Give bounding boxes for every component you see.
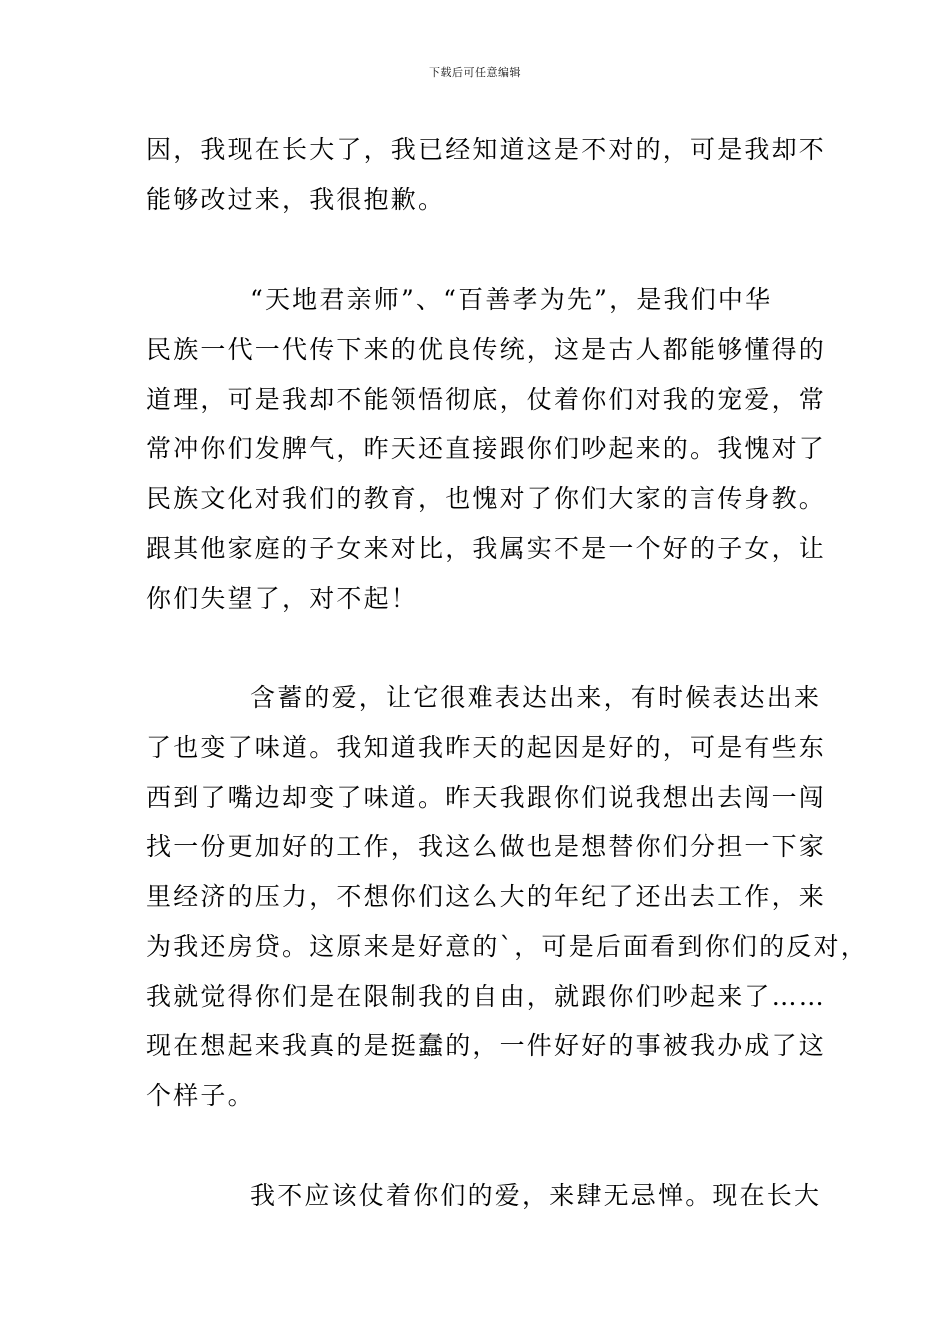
text-line: 你们失望了，对不起！	[146, 584, 419, 613]
text-line: 西到了嘴边却变了味道。昨天我跟你们说我想出去闯一闯	[146, 783, 827, 812]
text-line: 个样子。	[146, 1081, 255, 1110]
text-line: 跟其他家庭的子女来对比，我属实不是一个好的子女，让	[146, 534, 827, 563]
text-line: 民族文化对我们的教育，也愧对了你们大家的言传身教。	[146, 484, 827, 513]
text-line: 因，我现在长大了，我已经知道这是不对的，可是我却不	[146, 135, 827, 164]
text-line: 找一份更加好的工作，我这么做也是想替你们分担一下家	[146, 832, 827, 861]
text-line: 道理，可是我却不能领悟彻底，仗着你们对我的宠爱，常	[146, 385, 827, 414]
text-line: 民族一代一代传下来的优良传统，这是古人都能够懂得的	[146, 335, 827, 364]
text-line: 了也变了味道。我知道我昨天的起因是好的，可是有些东	[146, 733, 827, 762]
text-line: 里经济的压力，不想你们这么大的年纪了还出去工作，来	[146, 882, 827, 911]
text-line: 我就觉得你们是在限制我的自由，就跟你们吵起来了……	[146, 982, 827, 1011]
text-line: 能够改过来，我很抱歉。	[146, 185, 446, 214]
text-line: 常冲你们发脾气，昨天还直接跟你们吵起来的。我愧对了	[146, 434, 827, 463]
paragraph-first-line: 我不应该仗着你们的爱，来肆无忌惮。现在长大	[250, 1181, 822, 1210]
text-line: 为我还房贷。这原来是好意的`，可是后面看到你们的反对，	[146, 932, 868, 961]
text-line: 现在想起来我真的是挺蠢的，一件好好的事被我办成了这	[146, 1031, 827, 1060]
header-note: 下载后可任意编辑	[429, 66, 521, 79]
paragraph-first-line: 含蓄的爱，让它很难表达出来，有时候表达出来	[250, 683, 822, 712]
paragraph-first-line: “天地君亲师”、“百善孝为先”，是我们中华	[250, 285, 773, 314]
